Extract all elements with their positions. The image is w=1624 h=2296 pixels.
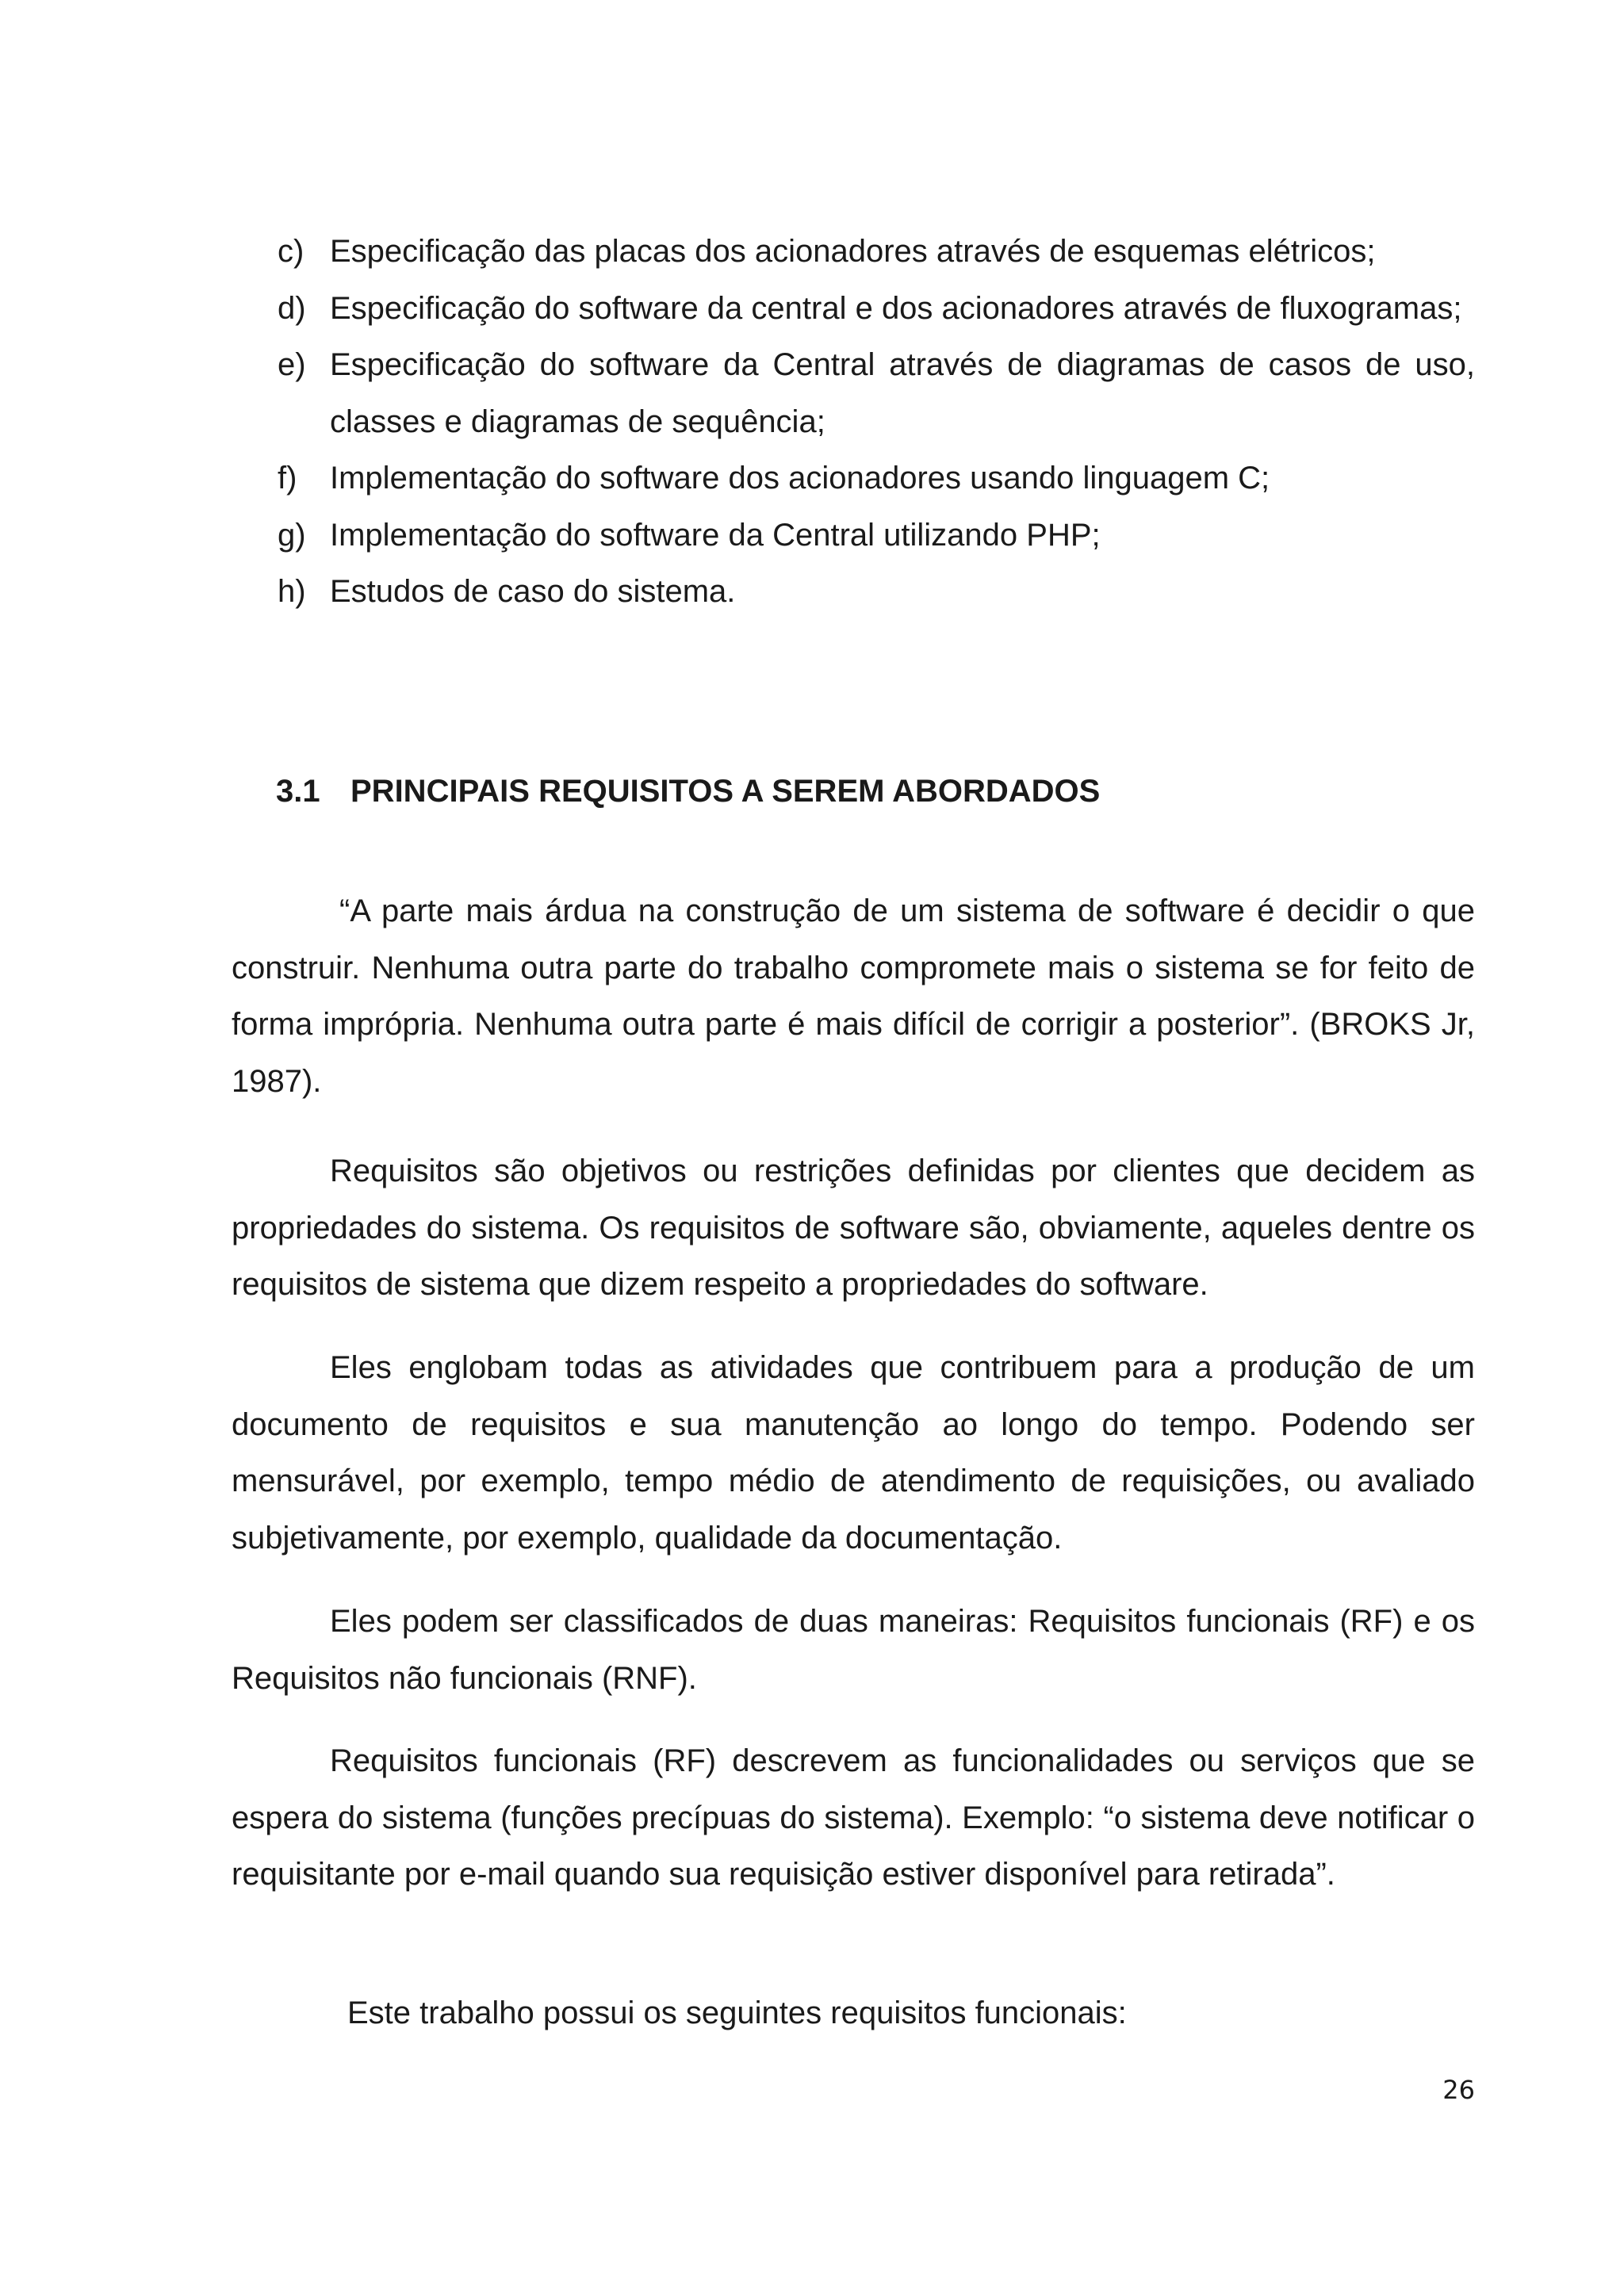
list-item-text: Estudos de caso do sistema.: [330, 574, 736, 609]
body-paragraph: Este trabalho possui os seguintes requisitos funcionais:: [347, 1996, 1127, 2030]
list-item: [278, 224, 1475, 281]
body-paragraph: Requisitos são objetivos ou restrições definidas por clientes que decidem as propriedades do sistema. Os requisitos de software são, obviamente, aqueles dentre os requisitos de sistema que dizem respeito a propriedades do software.: [232, 1154, 1475, 1302]
page-number: 26: [1442, 2075, 1475, 2105]
list-marker: f): [278, 461, 297, 496]
list-marker: h): [278, 574, 306, 609]
section-title: PRINCIPAIS REQUISITOS A SEREM ABORDADOS: [350, 774, 1101, 809]
objectives-list: [278, 224, 1475, 621]
list-item: [278, 450, 1475, 507]
list-item: [278, 507, 1475, 564]
body-paragraph: Requisitos funcionais (RF) descrevem as funcionalidades ou serviços que se espera do sistema (funções precípuas do sistema). Exemplo: “o sistema deve notificar o requisitante por e-mail quando sua requisição estiver disponível para retirada”.: [232, 1743, 1475, 1892]
quote-paragraph: “A parte mais árdua na construção de um sistema de software é decidir o que construir. Nenhuma outra parte do trabalho compromete mais o sistema se for feito de forma imprópria. Nenhuma outra parte é mais difícil de corrigir a posterior”. (BROKS Jr, 1987).: [232, 894, 1475, 1099]
list-item-text: Especificação das placas dos acionadores através de esquemas elétricos;: [330, 234, 1376, 269]
list-item-text: Especificação do software da Central através de diagramas de casos de uso, classes e diagramas de sequência;: [330, 347, 1475, 439]
body-paragraph: Eles englobam todas as atividades que contribuem para a produção de um documento de requisitos e sua manutenção ao longo do tempo. Podendo ser mensurável, por exemplo, tempo médio de atendimento de requisições, ou avaliado subjetivamente, por exemplo, qualidade da documentação.: [232, 1350, 1475, 1556]
section-heading: [276, 767, 1100, 815]
section-number: 3.1: [276, 774, 320, 809]
list-marker: e): [278, 347, 306, 382]
list-item: [278, 337, 1475, 450]
list-marker: g): [278, 517, 306, 553]
body-paragraph: Eles podem ser classificados de duas maneiras: Requisitos funcionais (RF) e os Requisitos não funcionais (RNF).: [232, 1604, 1475, 1696]
list-item-text: Especificação do software da central e dos acionadores através de fluxogramas;: [330, 290, 1462, 326]
list-item: [278, 281, 1475, 338]
list-item: [278, 564, 1475, 621]
list-item-text: Implementação do software da Central utilizando PHP;: [330, 517, 1101, 553]
list-marker: d): [278, 290, 306, 326]
list-item-text: Implementação do software dos acionadores usando linguagem C;: [330, 461, 1270, 496]
list-marker: c): [278, 234, 304, 269]
